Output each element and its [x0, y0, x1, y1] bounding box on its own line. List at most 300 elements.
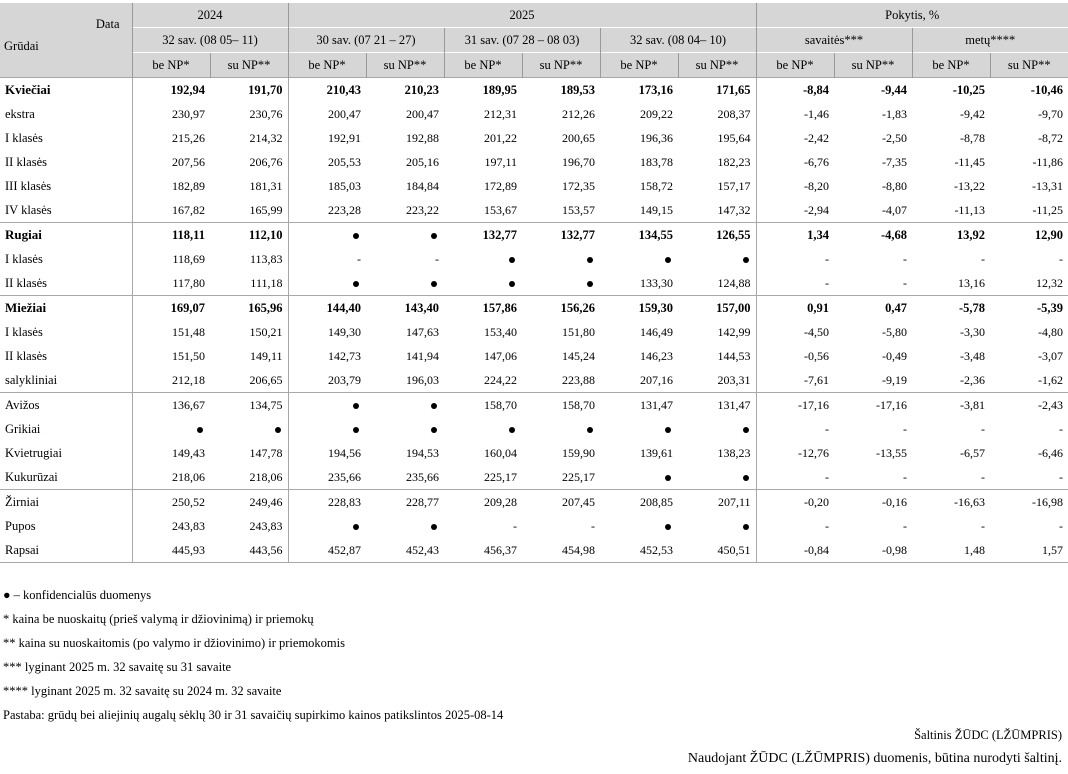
- price-cell: -9,44: [834, 78, 912, 103]
- price-cell: 159,90: [562, 445, 595, 460]
- price-cell: 196,36: [640, 130, 673, 145]
- row-label: III klasės: [5, 178, 52, 193]
- price-cell: -0,56: [756, 344, 834, 368]
- price-cell: 184,84: [406, 178, 439, 193]
- price-cell: 206,76: [249, 154, 283, 169]
- price-cell: -6,46: [1038, 445, 1063, 460]
- price-cell: -1,83: [882, 106, 907, 121]
- price-cell: 169,07: [132, 296, 210, 321]
- price-cell: 141,94: [406, 348, 439, 363]
- price-cell: -11,45: [954, 154, 985, 169]
- price-cell: -2,50: [882, 130, 907, 145]
- price-cell: -2,43: [990, 393, 1068, 418]
- price-cell: 157,86: [444, 296, 522, 321]
- price-cell: -: [903, 251, 907, 266]
- price-cell: 218,06: [132, 465, 210, 490]
- price-cell: -: [903, 469, 907, 484]
- price-cell: -: [1059, 421, 1063, 436]
- year-2024-header: 2024: [132, 3, 288, 28]
- week-header: 31 sav. (07 28 – 08 03): [444, 28, 600, 53]
- confidential-dot: [366, 393, 444, 418]
- table-header: [0, 3, 1068, 78]
- table-row: [0, 150, 1068, 174]
- price-cell: 235,66: [406, 469, 439, 484]
- price-cell: -10,46: [990, 78, 1068, 103]
- confidential-dot: [600, 465, 678, 490]
- confidential-dot-icon: [353, 233, 359, 239]
- price-cell: 205,53: [288, 150, 366, 174]
- price-cell: 223,22: [406, 202, 439, 217]
- price-cell: -0,16: [834, 490, 912, 515]
- price-cell: 235,66: [288, 465, 366, 490]
- su-np-header: su NP**: [678, 53, 756, 78]
- footnote-line: Pastaba: grūdų bei aliejinių augalų sėklų 30 ir 31 savaičių supirkimo kainos patikslintos 2025-08-14: [3, 708, 504, 722]
- confidential-dot: [288, 417, 366, 441]
- price-cell: -: [903, 421, 907, 436]
- source-line: Šaltinis ŽŪDC (LŽŪMPRIS): [914, 728, 1062, 742]
- price-cell: 250,52: [132, 490, 210, 515]
- price-cell: -3,81: [912, 393, 990, 418]
- price-cell: 142,99: [717, 324, 751, 339]
- price-cell: 249,46: [210, 490, 288, 515]
- price-cell: 118,69: [132, 247, 210, 271]
- confidential-dot-icon: [431, 281, 437, 287]
- price-cell: 165,99: [249, 202, 283, 217]
- table-row: [0, 538, 1068, 563]
- confidential-dot-icon: [743, 475, 749, 481]
- table-row: [0, 344, 1068, 368]
- price-cell: 12,32: [1036, 275, 1063, 290]
- price-cell: 445,93: [132, 538, 210, 563]
- confidential-dot: [444, 417, 522, 441]
- price-cell: -11,86: [1032, 154, 1063, 169]
- price-cell: 218,06: [249, 469, 283, 484]
- price-cell: 149,30: [288, 320, 366, 344]
- price-cell: 243,83: [249, 518, 283, 533]
- price-cell: -: [981, 421, 985, 436]
- price-cell: 1,48: [912, 538, 990, 563]
- row-label: I klasės: [5, 251, 43, 266]
- table-row: [0, 490, 1068, 515]
- price-cell: 214,32: [249, 130, 283, 145]
- confidential-dot: [288, 514, 366, 538]
- price-cell: 134,55: [600, 223, 678, 248]
- price-cell: 452,87: [288, 538, 366, 563]
- row-label: salykliniai: [5, 372, 58, 387]
- table-row: [0, 247, 1068, 271]
- row-label: II klasės: [5, 154, 47, 169]
- price-cell: 146,49: [640, 324, 673, 339]
- price-cell: -8,78: [960, 130, 985, 145]
- price-cell: 182,89: [132, 174, 210, 198]
- price-cell: 230,76: [249, 106, 283, 121]
- price-cell: 452,53: [600, 538, 678, 563]
- price-cell: 454,98: [522, 538, 600, 563]
- table-row: [0, 514, 1068, 538]
- price-cell: -4,80: [1038, 324, 1063, 339]
- table-row: [0, 126, 1068, 150]
- week-header: 30 sav. (07 21 – 27): [288, 28, 444, 53]
- price-cell: -: [1059, 251, 1063, 266]
- confidential-dot: [522, 417, 600, 441]
- confidential-dot: [210, 417, 288, 441]
- price-cell: -: [513, 518, 517, 533]
- year-2025-header: 2025: [288, 3, 756, 28]
- be-np-header: be NP*: [444, 53, 522, 78]
- price-cell: -4,07: [882, 202, 907, 217]
- confidential-dot: [600, 417, 678, 441]
- confidential-dot-icon: [431, 524, 437, 530]
- confidential-dot-icon: [587, 427, 593, 433]
- price-cell: 209,22: [640, 106, 673, 121]
- table-row: [0, 102, 1068, 126]
- confidential-dot-icon: [665, 427, 671, 433]
- price-cell: -: [903, 518, 907, 533]
- price-cell: 182,23: [717, 154, 751, 169]
- price-cell: 124,88: [717, 275, 751, 290]
- price-cell: 147,78: [249, 445, 283, 460]
- price-cell: 212,26: [562, 106, 595, 121]
- price-cell: -4,68: [834, 223, 912, 248]
- price-cell: 207,11: [678, 490, 756, 515]
- price-cell: 139,61: [640, 445, 673, 460]
- table-row: [0, 78, 1068, 103]
- price-cell: 171,65: [678, 78, 756, 103]
- price-cell: 212,31: [484, 106, 517, 121]
- price-cell: -8,80: [882, 178, 907, 193]
- table-row: [0, 174, 1068, 198]
- price-cell: -2,42: [756, 126, 834, 150]
- confidential-dot-icon: [665, 475, 671, 481]
- price-cell: -: [756, 514, 834, 538]
- price-cell: 13,92: [912, 223, 990, 248]
- price-cell: 212,18: [132, 368, 210, 393]
- confidential-dot: [522, 271, 600, 296]
- price-cell: 151,80: [562, 324, 595, 339]
- price-cell: -1,62: [1038, 372, 1063, 387]
- price-cell: -9,42: [960, 106, 985, 121]
- price-cell: 149,11: [249, 348, 283, 363]
- confidential-dot-icon: [743, 257, 749, 263]
- price-cell: 450,51: [678, 538, 756, 563]
- price-cell: 145,24: [562, 348, 595, 363]
- confidential-dot-icon: [743, 524, 749, 530]
- price-cell: 228,83: [288, 490, 366, 515]
- confidential-dot-icon: [275, 427, 281, 433]
- price-cell: 192,88: [406, 130, 439, 145]
- price-cell: 230,97: [132, 102, 210, 126]
- row-label: IV klasės: [5, 202, 52, 217]
- price-cell: -7,61: [756, 368, 834, 393]
- table-row: [0, 320, 1068, 344]
- su-np-header: su NP**: [366, 53, 444, 78]
- price-cell: 201,22: [484, 130, 517, 145]
- price-cell: 144,40: [288, 296, 366, 321]
- price-cell: -12,76: [756, 441, 834, 465]
- confidential-dot-icon: [353, 427, 359, 433]
- price-cell: 113,83: [249, 251, 283, 266]
- be-np-header: be NP*: [756, 53, 834, 78]
- price-cell: -11,13: [954, 202, 985, 217]
- confidential-dot: [678, 465, 756, 490]
- price-cell: 153,57: [562, 202, 595, 217]
- row-label: Kvietrugiai: [5, 445, 62, 460]
- price-cell: 192,91: [288, 126, 366, 150]
- price-cell: 149,43: [132, 441, 210, 465]
- price-cell: -8,72: [1038, 130, 1063, 145]
- table-row: [0, 441, 1068, 465]
- price-cell: 13,16: [958, 275, 985, 290]
- price-cell: 136,67: [132, 393, 210, 418]
- row-label: II klasės: [5, 348, 47, 363]
- price-cell: -: [903, 275, 907, 290]
- price-cell: 207,56: [132, 150, 210, 174]
- price-cell: 192,94: [132, 78, 210, 103]
- price-cell: 196,70: [562, 154, 595, 169]
- price-cell: 1,57: [990, 538, 1068, 563]
- price-cell: 132,77: [522, 223, 600, 248]
- footnote-line: **** lyginant 2025 m. 32 savaitę su 2024 m. 32 savaite: [3, 684, 282, 698]
- price-cell: -10,25: [912, 78, 990, 103]
- price-cell: -5,80: [882, 324, 907, 339]
- price-cell: -: [756, 465, 834, 490]
- price-cell: 172,89: [484, 178, 517, 193]
- price-cell: 153,67: [484, 202, 517, 217]
- price-cell: 167,82: [132, 198, 210, 223]
- confidential-dot-icon: [509, 257, 515, 263]
- table-row: [0, 368, 1068, 393]
- price-cell: -1,46: [756, 102, 834, 126]
- price-cell: 0,91: [756, 296, 834, 321]
- price-cell: 181,31: [249, 178, 283, 193]
- price-cell: 165,96: [210, 296, 288, 321]
- price-cell: 12,90: [990, 223, 1068, 248]
- footnote-line: ** kaina su nuoskaitomis (po valymo ir džiovinimo) ir priemokomis: [3, 636, 345, 650]
- confidential-dot: [600, 247, 678, 271]
- price-cell: -: [1059, 469, 1063, 484]
- price-cell: -: [591, 518, 595, 533]
- price-cell: 151,50: [132, 344, 210, 368]
- price-cell: -3,48: [960, 348, 985, 363]
- price-cell: 210,23: [366, 78, 444, 103]
- header-corner: [0, 3, 132, 78]
- table-row: [0, 223, 1068, 248]
- row-label: Grikiai: [5, 421, 41, 436]
- confidential-dot-icon: [509, 427, 515, 433]
- price-cell: 200,47: [406, 106, 439, 121]
- corner-data-label: Data: [95, 17, 120, 31]
- usage-note: Naudojant ŽŪDC (LŽŪMPRIS) duomenis, būtina nurodyti šaltinį.: [687, 751, 1062, 766]
- price-cell: 118,11: [132, 223, 210, 248]
- price-cell: -17,16: [834, 393, 912, 418]
- week-header: 32 sav. (08 04– 10): [600, 28, 756, 53]
- price-cell: -17,16: [756, 393, 834, 418]
- confidential-dot: [678, 514, 756, 538]
- be-np-header: be NP*: [288, 53, 366, 78]
- confidential-dot-icon: [197, 427, 203, 433]
- price-cell: 134,75: [210, 393, 288, 418]
- price-cell: -8,20: [756, 174, 834, 198]
- price-cell: 157,17: [717, 178, 751, 193]
- price-cell: 225,17: [484, 469, 517, 484]
- price-cell: 144,53: [717, 348, 751, 363]
- footnote-line: *** lyginant 2025 m. 32 savaitę su 31 savaite: [3, 660, 232, 674]
- confidential-dot-icon: [353, 281, 359, 287]
- price-cell: 147,63: [406, 324, 439, 339]
- yearly-change-header: metų****: [912, 28, 1068, 53]
- table-row: [0, 417, 1068, 441]
- footnote-line: ● – konfidencialūs duomenys: [3, 588, 152, 602]
- confidential-dot-icon: [431, 233, 437, 239]
- price-cell: 149,15: [640, 202, 673, 217]
- price-cell: -0,98: [834, 538, 912, 563]
- price-cell: -7,35: [882, 154, 907, 169]
- price-cell: -0,49: [882, 348, 907, 363]
- confidential-dot: [678, 417, 756, 441]
- grain-price-table: [0, 3, 1068, 563]
- price-cell: 173,16: [600, 78, 678, 103]
- be-np-header: be NP*: [600, 53, 678, 78]
- price-cell: 172,35: [562, 178, 595, 193]
- table-row: [0, 296, 1068, 321]
- confidential-dot: [600, 514, 678, 538]
- price-cell: 158,70: [444, 393, 522, 418]
- su-np-header: su NP**: [834, 53, 912, 78]
- corner-grudai-label: Grūdai: [4, 39, 39, 53]
- price-cell: -2,94: [756, 198, 834, 223]
- price-cell: 160,04: [484, 445, 517, 460]
- table-body: [0, 78, 1068, 563]
- confidential-dot-icon: [587, 281, 593, 287]
- price-cell: -3,30: [960, 324, 985, 339]
- price-cell: 205,16: [406, 154, 439, 169]
- price-cell: -13,55: [876, 445, 907, 460]
- price-cell: 189,53: [522, 78, 600, 103]
- price-cell: -: [981, 518, 985, 533]
- price-cell: 206,65: [249, 372, 283, 387]
- confidential-dot: [366, 223, 444, 248]
- price-cell: -8,84: [756, 78, 834, 103]
- price-cell: 207,16: [640, 372, 673, 387]
- price-cell: 153,40: [484, 324, 517, 339]
- price-cell: 200,65: [562, 130, 595, 145]
- table-row: [0, 198, 1068, 223]
- price-cell: 224,22: [484, 372, 517, 387]
- price-cell: 223,88: [562, 372, 595, 387]
- price-cell: 194,56: [288, 441, 366, 465]
- row-label: Miežiai: [0, 296, 132, 321]
- price-cell: 147,32: [717, 202, 751, 217]
- price-cell: -: [756, 247, 834, 271]
- price-cell: 183,78: [640, 154, 673, 169]
- price-cell: 443,56: [210, 538, 288, 563]
- confidential-dot: [132, 417, 210, 441]
- price-cell: -5,39: [990, 296, 1068, 321]
- confidential-dot: [366, 417, 444, 441]
- price-cell: -16,63: [912, 490, 990, 515]
- price-cell: 194,53: [406, 445, 439, 460]
- price-cell: -: [981, 251, 985, 266]
- row-label: Kukurūzai: [5, 469, 58, 484]
- weekly-change-header: savaitės***: [756, 28, 912, 53]
- price-cell: -: [756, 271, 834, 296]
- price-cell: 195,64: [717, 130, 751, 145]
- price-cell: 112,10: [210, 223, 288, 248]
- confidential-dot-icon: [353, 524, 359, 530]
- row-label: Kviečiai: [0, 78, 132, 103]
- su-np-header: su NP**: [990, 53, 1068, 78]
- price-cell: -4,50: [756, 320, 834, 344]
- table-row: [0, 393, 1068, 418]
- price-cell: -3,07: [1038, 348, 1063, 363]
- confidential-dot-icon: [509, 281, 515, 287]
- confidential-dot-icon: [665, 524, 671, 530]
- confidential-dot: [678, 247, 756, 271]
- confidential-dot: [288, 393, 366, 418]
- price-cell: 150,21: [249, 324, 283, 339]
- row-label: Avižos: [0, 393, 132, 418]
- confidential-dot: [366, 514, 444, 538]
- price-cell: 158,72: [640, 178, 673, 193]
- be-np-header: be NP*: [132, 53, 210, 78]
- price-cell: 215,26: [132, 126, 210, 150]
- confidential-dot-icon: [743, 427, 749, 433]
- price-cell: 185,03: [288, 174, 366, 198]
- confidential-dot: [288, 223, 366, 248]
- price-cell: 208,85: [600, 490, 678, 515]
- price-cell: 197,11: [484, 154, 517, 169]
- price-cell: 146,23: [640, 348, 673, 363]
- price-cell: -11,25: [1032, 202, 1063, 217]
- row-label: Pupos: [5, 518, 36, 533]
- price-cell: 209,28: [444, 490, 522, 515]
- price-cell: 456,37: [444, 538, 522, 563]
- su-np-header: su NP**: [522, 53, 600, 78]
- footnotes: [3, 583, 503, 727]
- price-cell: 223,28: [288, 198, 366, 223]
- row-label: I klasės: [5, 130, 43, 145]
- price-cell: 210,43: [288, 78, 366, 103]
- confidential-dot: [366, 271, 444, 296]
- confidential-dot-icon: [587, 257, 593, 263]
- price-cell: -9,19: [882, 372, 907, 387]
- confidential-dot: [444, 271, 522, 296]
- price-cell: 126,55: [678, 223, 756, 248]
- price-cell: 452,43: [366, 538, 444, 563]
- price-cell: 147,06: [484, 348, 517, 363]
- price-cell: 189,95: [444, 78, 522, 103]
- confidential-dot-icon: [431, 427, 437, 433]
- price-cell: -5,78: [912, 296, 990, 321]
- price-cell: 157,00: [678, 296, 756, 321]
- price-cell: -13,31: [1032, 178, 1063, 193]
- price-cell: 158,70: [522, 393, 600, 418]
- price-cell: 207,45: [522, 490, 600, 515]
- price-cell: 117,80: [132, 271, 210, 296]
- price-cell: 156,26: [522, 296, 600, 321]
- confidential-dot: [288, 271, 366, 296]
- price-cell: 243,83: [132, 514, 210, 538]
- price-cell: -0,84: [756, 538, 834, 563]
- price-cell: 191,70: [210, 78, 288, 103]
- price-cell: -: [1059, 518, 1063, 533]
- price-cell: 196,03: [406, 372, 439, 387]
- price-cell: -13,22: [954, 178, 985, 193]
- price-cell: -: [756, 417, 834, 441]
- price-cell: 143,40: [366, 296, 444, 321]
- price-cell: -16,98: [990, 490, 1068, 515]
- price-cell: 200,47: [288, 102, 366, 126]
